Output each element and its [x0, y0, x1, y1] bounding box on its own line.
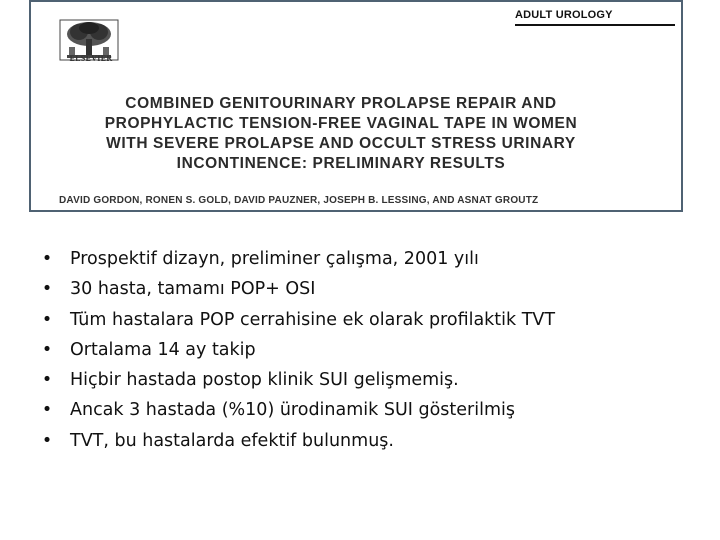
title-line: WITH SEVERE PROLAPSE AND OCCULT STRESS URINARY	[106, 135, 576, 152]
author-list: DAVID GORDON, RONEN S. GOLD, DAVID PAUZNER, JOSEPH B. LESSING, AND ASNAT GROUTZ	[59, 195, 539, 206]
article-header-image	[29, 0, 683, 212]
bullet-text: Hiçbir hastada postop klinik SUI gelişmemiş.	[70, 370, 459, 391]
bullet-text: 30 hasta, tamamı POP+ OSI	[70, 279, 316, 300]
bullet-text: Tüm hastalara POP cerrahisine ek olarak profilaktik TVT	[70, 309, 556, 330]
bullet-text: TVT, bu hastalarda efektif bulunmuş.	[70, 430, 394, 451]
journal-divider	[515, 24, 675, 26]
publisher-name: ELSEVIER	[69, 54, 113, 63]
bullet-marker: •	[41, 370, 53, 391]
title-line: PROPHYLACTIC TENSION-FREE VAGINAL TAPE IN WOMEN	[104, 115, 578, 132]
bullet-marker: •	[41, 339, 53, 360]
bullet-marker: •	[41, 309, 53, 330]
bullet-marker: •	[41, 279, 53, 300]
journal-section-label: ADULT UROLOGY	[515, 9, 613, 21]
bullet-marker: •	[41, 249, 53, 269]
bullet-text: Prospektif dizayn, preliminer çalışma, 2001 yılı	[70, 249, 479, 269]
title-line: INCONTINENCE: PRELIMINARY RESULTS	[176, 155, 506, 172]
bullet-marker: •	[41, 430, 53, 451]
bullet-marker: •	[41, 400, 53, 421]
article-title	[51, 94, 631, 174]
title-line: COMBINED GENITOURINARY PROLAPSE REPAIR AND	[125, 95, 557, 112]
bullet-text: Ortalama 14 ay takip	[70, 339, 256, 360]
bullet-text: Ancak 3 hastada (%10) ürodinamik SUI gösterilmiş	[70, 400, 515, 421]
